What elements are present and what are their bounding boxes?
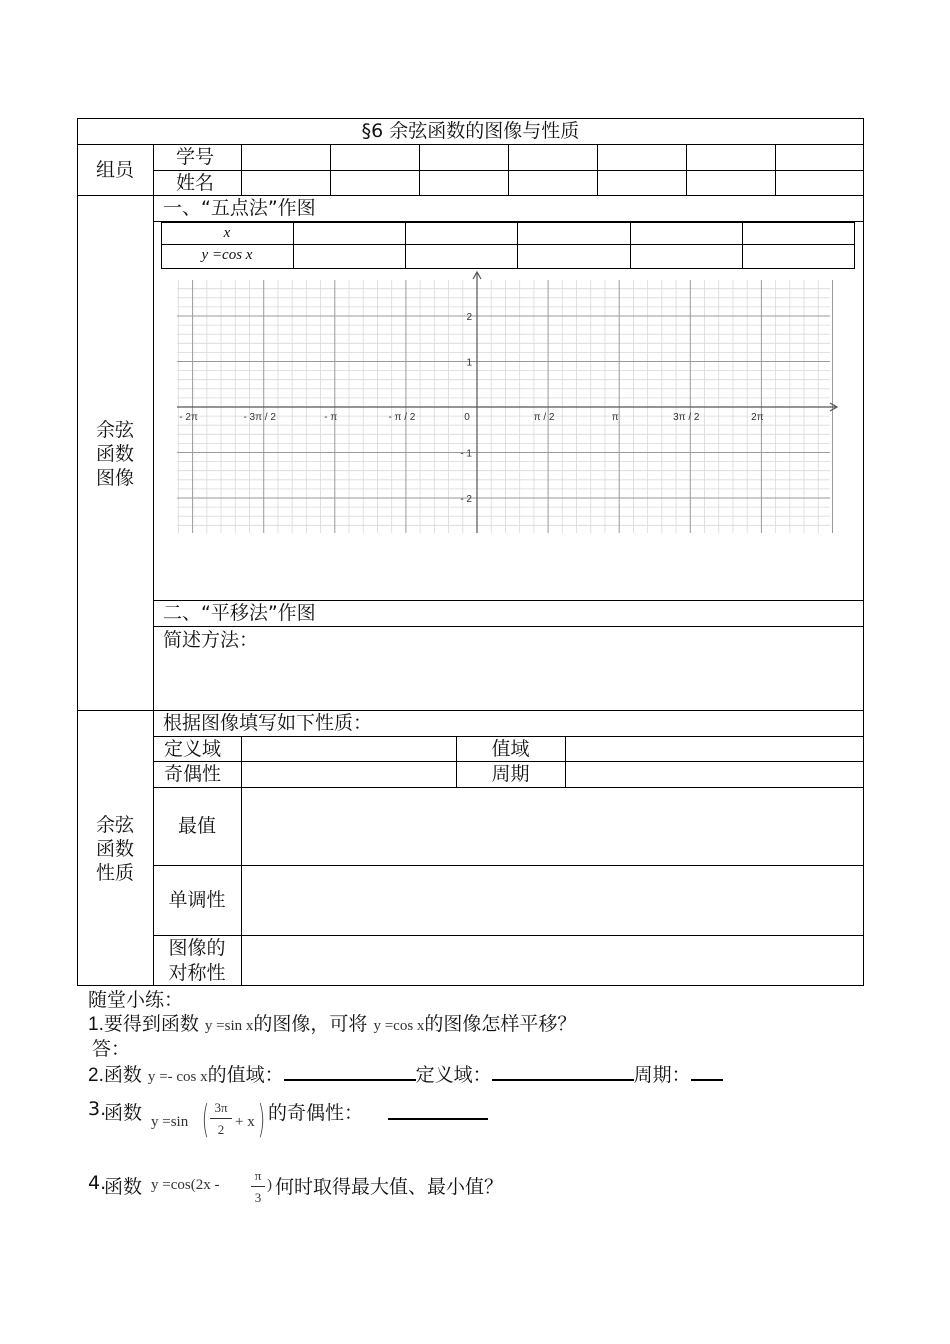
x-tick-label: - 3π / 2: [243, 412, 276, 423]
page-title: §6 余弦函数的图像与性质: [361, 120, 580, 142]
formula-neg-cos: y =- cos x: [147, 1069, 208, 1085]
period-answer-cell[interactable]: [566, 762, 863, 787]
x-tick-label: 3π / 2: [673, 412, 700, 423]
symmetry-label: 图像的 对称性: [168, 937, 226, 984]
x-tick-label: - π / 2: [388, 412, 416, 423]
describe-method-area[interactable]: [154, 652, 863, 709]
members-label: 组员: [95, 159, 134, 181]
domain-answer-cell[interactable]: [242, 737, 455, 761]
range-answer-cell[interactable]: [566, 737, 863, 761]
extreme-answer-cell[interactable]: [242, 788, 863, 865]
x-tick-label: - 2π: [179, 412, 198, 423]
exercise-1: 1.要得到函数 y =sin x的图像，可将 y =cos x的图像怎样平移？: [88, 1013, 577, 1035]
shift-heading: 二、“平移法”作图: [163, 602, 316, 624]
table-y-label: y =cos x: [201, 247, 253, 263]
five-point-y-cells[interactable]: [294, 245, 854, 268]
answer-label: 答：: [92, 1038, 131, 1060]
x-tick-label: - π: [324, 412, 338, 423]
x-tick-label: 2π: [751, 412, 764, 423]
y-tick-label: 1: [466, 357, 472, 369]
period-blank[interactable]: [691, 1061, 723, 1081]
five-point-heading: 一、“五点法”作图: [163, 197, 316, 219]
range-blank[interactable]: [284, 1061, 416, 1081]
table-x-label: x: [223, 225, 231, 241]
y-tick-label: - 2: [460, 494, 472, 505]
student-id-label: 学号: [176, 146, 215, 168]
parity-answer-cell[interactable]: [242, 762, 455, 787]
monotonic-label: 单调性: [168, 889, 226, 911]
domain-blank[interactable]: [492, 1061, 634, 1081]
x-tick-label: 0: [464, 412, 470, 423]
exercise-2: 2.函数 y =- cos x的值域： 定义域： 周期：: [88, 1061, 723, 1090]
monotonic-answer-cell[interactable]: [242, 866, 863, 935]
y-tick-label: - 1: [460, 448, 472, 460]
period-label: 周期: [491, 763, 530, 785]
parity-label: 奇偶性: [164, 763, 222, 785]
domain-label: 定义域: [164, 738, 222, 760]
props-intro: 根据图像填写如下性质：: [163, 712, 373, 734]
graph-section-label: 余弦 函数 图像: [95, 419, 134, 489]
five-point-x-cells[interactable]: [294, 223, 854, 244]
x-tick-label: π: [611, 412, 619, 423]
parity-blank[interactable]: [388, 1100, 488, 1120]
formula-sin: y =sin x: [204, 1018, 254, 1034]
symmetry-answer-cell[interactable]: [242, 936, 863, 985]
formula-cos: y =cos x: [373, 1018, 425, 1034]
student-name-label: 姓名: [176, 172, 215, 194]
describe-method-label: 简述方法：: [163, 629, 259, 651]
exercise-heading: 随堂小练：: [88, 989, 184, 1011]
props-section-label: 余弦 函数 性质: [95, 814, 134, 884]
extreme-label: 最值: [177, 815, 216, 837]
range-label: 值域: [491, 738, 530, 760]
y-tick-label: 2: [466, 312, 472, 323]
x-tick-label: π / 2: [533, 412, 555, 423]
